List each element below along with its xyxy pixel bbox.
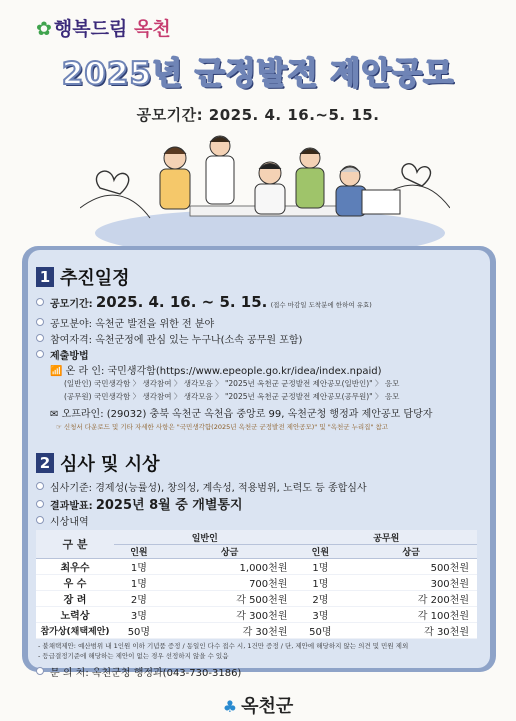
official-count: 3명: [295, 607, 345, 623]
period-note: (접수 마감일 도착분에 한하여 유효): [270, 301, 372, 309]
section-1-heading: [36, 264, 130, 290]
slogan-logo: [36, 14, 171, 41]
county-logo-icon: ♣: [222, 697, 238, 716]
official-prize: 각 30천원: [345, 623, 477, 639]
award-name: 최우수: [36, 559, 114, 575]
people-illustration: [80, 128, 450, 258]
section-2-title: 심사 및 시상: [60, 454, 160, 475]
section-1-number: 1: [36, 267, 54, 287]
contact-text: 문 의 처: 옥천군청 행정과(043-730-3186): [50, 668, 242, 679]
table-row: [36, 575, 477, 591]
hand-icon: ☞: [56, 423, 62, 431]
eligibility-text: 참여자격: 옥천군정에 관심 있는 누구나(소속 공무원 포함): [50, 335, 303, 346]
awards-table: [36, 530, 477, 639]
notice-text: 신청서 다운로드 및 기타 자세한 사항은 "국민생각함(2025년 옥천군 군정발전 제안공모)" 및 "옥천군 누리집" 참고: [63, 423, 389, 431]
eligibility-item: [36, 331, 302, 346]
award-name: 노력상: [36, 607, 114, 623]
slogan-prefix: 행복드림: [53, 18, 128, 40]
bullet-icon: [36, 500, 44, 508]
footer-logo-text: 옥천군: [241, 696, 294, 717]
sub-prize-official: 상금: [345, 545, 477, 559]
table-row: [36, 591, 477, 607]
result-label: 결과발표:: [50, 501, 93, 512]
heart-icon-left: [96, 171, 128, 194]
online-official-path: (공무원) 국민생각함 〉 생각참여 〉 생각모음 〉 "2025년 옥천군 군정발전 제안공모(공무원)" 〉 응모: [64, 392, 400, 401]
online-general-path: (일반인) 국민생각함 〉 생각참여 〉 생각모음 〉 "2025년 옥천군 군정발전 제안공모(일반인)" 〉 응모: [64, 379, 400, 388]
award-name: 우 수: [36, 575, 114, 591]
table-row: [36, 623, 477, 639]
note-2: - 등급결정기준에 해당하는 제안이 없는 경우 선정하지 않을 수 있음: [38, 652, 229, 660]
bullet-icon: [36, 298, 44, 306]
criteria-text: 심사기준: 경제성(능률성), 창의성, 계속성, 적용범위, 노력도 등 종합심사: [50, 483, 367, 494]
offline-text: 오프라인: (29032) 충북 옥천군 옥천읍 중앙로 99, 옥천군청 행정과 제안공모 담당자: [61, 409, 433, 420]
official-prize: 각 100천원: [345, 607, 477, 623]
general-prize: 1,000천원: [164, 559, 296, 575]
period-label: 공모기간:: [50, 299, 93, 310]
col-category: 구 분: [36, 530, 114, 559]
section-2-number: 2: [36, 453, 54, 473]
sub-people-general: 인원: [114, 545, 164, 559]
general-count: 50명: [114, 623, 164, 639]
note-1: - 불채택제안: 예산범위 내 1인원 이하 기념품 증정 / 동일인 다수 접수 시, 1건만 증정 / 단, 제안에 해당하지 않는 의견 및 민원 제외: [38, 642, 409, 650]
slogan-suffix: 옥천: [133, 18, 171, 40]
official-count: 1명: [295, 559, 345, 575]
page-title: 2025년 군정발전 제안공모: [61, 56, 455, 92]
table-row: [36, 559, 477, 575]
general-prize: 각 500천원: [164, 591, 296, 607]
contact-item: [36, 664, 241, 679]
official-count: 1명: [295, 575, 345, 591]
general-prize: 700천원: [164, 575, 296, 591]
official-prize: 300천원: [345, 575, 477, 591]
sub-prize-general: 상금: [164, 545, 296, 559]
section-2-heading: [36, 450, 159, 476]
mail-icon: ✉: [50, 409, 59, 420]
period-value: 2025. 4. 16. ~ 5. 15.: [95, 293, 268, 311]
bullet-icon: [36, 516, 44, 524]
general-prize: 각 30천원: [164, 623, 296, 639]
official-count: 2명: [295, 591, 345, 607]
official-prize: 500천원: [345, 559, 477, 575]
footer-logo: [0, 692, 516, 718]
heart-icon-right: [402, 164, 430, 186]
period-item: [36, 293, 372, 311]
awards-label: 시상내역: [50, 517, 89, 528]
general-count: 1명: [114, 559, 164, 575]
field-text: 공모분야: 옥천군 발전을 위한 전 분야: [50, 319, 215, 330]
bullet-icon: [36, 482, 44, 490]
bullet-icon: [36, 334, 44, 342]
col-general: 일반인: [114, 530, 295, 545]
general-count: 2명: [114, 591, 164, 607]
official-count: 50명: [295, 623, 345, 639]
section-1-title: 추진일정: [60, 268, 130, 289]
official-prize: 각 200천원: [345, 591, 477, 607]
online-text: 온 라 인: 국민생각함(https://www.epeople.go.kr/idea/index.npaid): [65, 366, 382, 377]
col-official: 공무원: [295, 530, 477, 545]
contest-period: 공모기간: 2025. 4. 16.~5. 15.: [136, 106, 380, 124]
online-item: [50, 362, 382, 377]
sub-people-official: 인원: [295, 545, 345, 559]
table-row: [36, 607, 477, 623]
field-item: [36, 315, 214, 330]
bullet-icon: [36, 667, 44, 675]
criteria-item: [36, 479, 367, 494]
method-label: 제출방법: [50, 351, 89, 362]
result-item: [36, 494, 243, 513]
offline-item: [50, 405, 432, 420]
result-value: 2025년 8월 중 개별통지: [95, 498, 243, 513]
wifi-icon: 📶: [50, 366, 63, 377]
award-name: 장 려: [36, 591, 114, 607]
leaf-icon: ✿: [36, 18, 52, 40]
notice-item: [56, 422, 388, 431]
method-item: [36, 347, 89, 362]
general-count: 3명: [114, 607, 164, 623]
general-count: 1명: [114, 575, 164, 591]
award-name: 참가상(채택제안): [36, 623, 114, 639]
general-prize: 각 300천원: [164, 607, 296, 623]
awards-item: [36, 513, 89, 528]
bullet-icon: [36, 318, 44, 326]
bullet-icon: [36, 350, 44, 358]
